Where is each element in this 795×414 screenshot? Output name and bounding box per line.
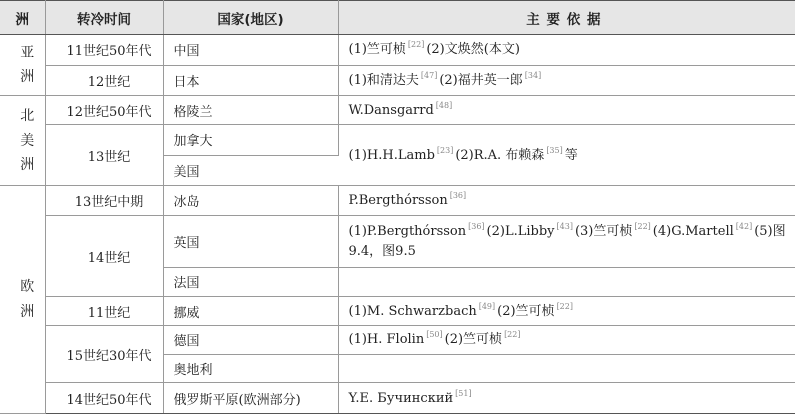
table-row [0,297,795,326]
citation-text: (1)H.H.Lamb [348,147,435,163]
table-row [0,125,795,156]
table-row [0,383,795,414]
citation-text: 等 [564,147,578,163]
region-cell: 德国 [163,325,338,354]
table-row [0,96,795,125]
citation-text: (2)竺可桢 [444,332,503,348]
basis-cell [338,186,795,216]
citation-text: (5)图9.4，图9.5 [348,223,786,259]
basis-cell [338,125,795,186]
time-cell: 11世纪 [45,297,163,326]
citation-ref: [34] [524,70,542,80]
citation-text: (1)M. Schwarzbach [348,303,477,319]
citation-ref: [35] [546,145,563,155]
header-basis: 主要依据 [338,1,795,35]
region-cell: 日本 [163,65,338,96]
basis-cell [338,383,795,414]
basis-cell [338,354,795,383]
citation-ref: [36] [468,221,485,231]
citation-text: (2)L.Libby [486,223,555,239]
citation-text: W.Dansgarrd [348,102,434,118]
basis-cell [338,35,795,66]
citation-text: (2)竺可桢 [497,303,555,319]
citation-ref: [22] [556,301,573,311]
basis-cell [338,216,795,267]
basis-cell [338,65,795,96]
time-cell: 12世纪50年代 [45,96,163,125]
table-row [0,65,795,96]
citation-ref: [51] [455,388,472,398]
time-cell: 14世纪 [45,216,163,297]
continent-north-america: 北 美 洲 [0,96,45,186]
region-cell: 俄罗斯平原(欧洲部分) [163,383,338,414]
time-cell: 12世纪 [45,65,163,96]
region-cell: 冰岛 [163,186,338,216]
citation-ref: [23] [436,145,454,155]
header-time: 转冷时间 [45,1,163,35]
citation-text: (3)竺可桢 [574,223,633,239]
citation-ref: [22] [504,330,521,340]
citation-text: (2)R.A. 布赖森 [455,147,545,163]
citation-ref: [47] [420,70,438,80]
time-cell: 15世纪30年代 [45,325,163,382]
region-cell: 美国 [163,155,338,186]
basis-cell [338,297,795,326]
header-row [0,1,795,35]
table-row [0,186,795,216]
region-cell: 挪威 [163,297,338,326]
region-cell: 格陵兰 [163,96,338,125]
header-continent: 洲 [0,1,45,35]
time-cell: 11世纪50年代 [45,35,163,66]
time-cell: 13世纪中期 [45,186,163,216]
citation-ref: [50] [426,330,443,340]
table-row [0,325,795,354]
citation-text: (1)H. Flolin [348,332,425,348]
citation-text: (2)福井英一郎 [439,72,523,88]
region-cell: 中国 [163,35,338,66]
citation-ref: [22] [634,221,651,231]
continent-asia: 亚 洲 [0,35,45,96]
region-cell: 英国 [163,216,338,267]
region-cell: 加拿大 [163,125,338,156]
citation-text: (4)G.Martell [652,223,734,239]
time-cell: 14世纪50年代 [45,383,163,414]
citation-text: (1)和清达夫 [348,72,419,88]
basis-cell [338,96,795,125]
citation-text: P.Bergthórsson [348,193,448,209]
header-region: 国家(地区) [163,1,338,35]
citation-ref: [48] [435,100,453,110]
time-cell: 13世纪 [45,125,163,186]
region-cell: 法国 [163,267,338,297]
citation-text: Y.E. Бучинский [348,390,454,406]
region-cell: 奥地利 [163,354,338,383]
citation-text: (1)P.Bergthórsson [348,223,467,239]
citation-ref: [36] [449,191,467,201]
citation-ref: [49] [478,301,496,311]
basis-cell [338,325,795,354]
citation-ref: [43] [556,221,573,231]
table-row [0,216,795,267]
table-row [0,35,795,66]
citation-ref: [42] [735,221,753,231]
citation-text: (1)竺可桢 [348,42,406,58]
citation-ref: [22] [407,40,425,50]
citation-text: (2)文焕然(本文) [426,42,520,58]
continent-europe: 欧 洲 [0,186,45,414]
basis-cell [338,267,795,297]
